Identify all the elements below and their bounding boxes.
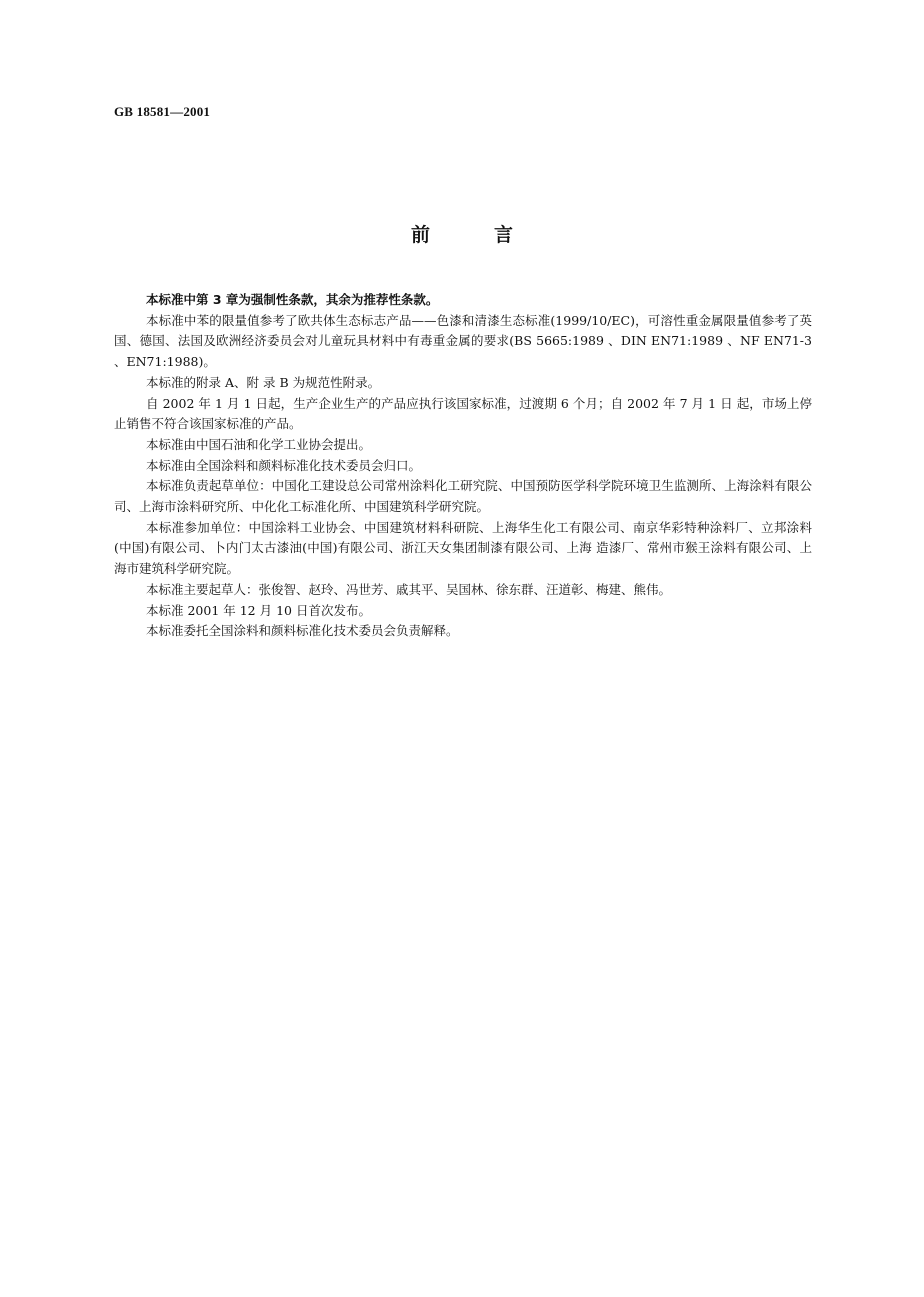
paragraph-interpretation: 本标准委托全国涂料和颜料标准化技术委员会负责解释。 [146, 623, 459, 639]
paragraph-administered-by: 本标准由全国涂料和颜料标准化技术委员会归口。 [146, 457, 422, 473]
paragraph-drafting-units: 本标准负责起草单位：中国化工建设总公司常州涂料化工研究院、中国预防医学科学院环境卫生监测所、上海涂料有限公司、上海市涂料研究所、中化化工标准化所、中国建筑科学研究院。 [114, 478, 812, 515]
paragraph-reference-limits: 本标准中苯的限量值参考了欧共体生态标志产品——色漆和清漆生态标准(1999/10/EC)，可溶性重金属限量值参考了英国、德国、法国及欧洲经济委员会对儿童玩具材料中有毒重金属的要求(BS 5665:1989 、DIN EN71:1989 、NF EN71-3 、EN71:1988)。 [114, 312, 812, 370]
title-char-2: 言 [494, 224, 514, 246]
paragraph-mandatory-clause: 本标准中第 3 章为强制性条款，其余为推荐性条款。 [146, 292, 439, 307]
paragraph-first-release: 本标准 2001 年 12 月 10 日首次发布。 [146, 602, 371, 618]
paragraph-effective-date: 自 2002 年 1 月 1 日起，生产企业生产的产品应执行该国家标准，过渡期 6 个月；自 2002 年 7 月 1 日 起，市场上停止销售不符合该国家标准的产品。 [114, 395, 812, 432]
foreword-body [114, 290, 812, 642]
paragraph-proposed-by: 本标准由中国石油和化学工业协会提出。 [146, 436, 372, 452]
title-char-1: 前 [410, 224, 430, 246]
standard-code: GB 18581—2001 [114, 104, 211, 119]
paragraph-participating-units: 本标准参加单位：中国涂料工业协会、中国建筑材料科研院、上海华生化工有限公司、南京华彩特种涂料厂、立邦涂料(中国)有限公司、卜内门太古漆油(中国)有限公司、浙江天女集团制漆有限公司、上海 造漆厂、常州市猴王涂料有限公司、上海市建筑科学研究院。 [114, 519, 812, 577]
paragraph-drafters: 本标准主要起草人：张俊智、赵玲、冯世芳、戚其平、吴国林、徐东群、汪道彰、梅建、熊伟。 [146, 581, 672, 597]
page-title [0, 220, 924, 247]
paragraph-annexes: 本标准的附录 A、附 录 B 为规范性附录。 [146, 374, 381, 390]
